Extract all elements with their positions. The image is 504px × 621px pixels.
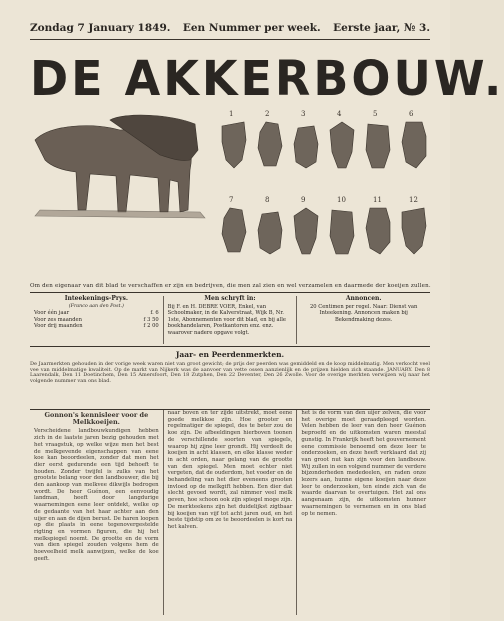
marking-label: 12 xyxy=(409,196,418,204)
marking-label: 8 xyxy=(265,196,270,204)
article-text-2: naar boven en ter zijde uitstrekt, moet eene goede melkkoe zijn. Hoe grooter en regelmatiger de spiegel, des te beter zou de koe zijn. De afbeeldingen hierboven toonen de verschillende soorten van spiegels, waarop hij zijne leer grondt. Hij verdeelt de koeijen in acht klassen, en elke klasse weder in acht orden, naar gelang van de grootte van den spiegel. Men moet echter niet vergeten, dat de ouderdom, het voeder en de behandeling van het dier eveneens grooten invloed op de melkgift hebben. Een dier dat slecht gevoed wordt, zal nimmer veel melk geven, hoe schoon ook zijn spiegel moge zijn. De merkteekens zijn het duidelijkst zigtbaar bij koeijen van vijf tot acht jaren oud, en het beste tijdstip om ze te beoordeelen is kort na het kalven. xyxy=(167,410,293,530)
issue-frequency: Een Nummer per week. xyxy=(182,22,321,34)
milk-mirror-shape xyxy=(294,208,318,254)
caption-rule xyxy=(30,292,430,293)
price-row: Voor één jaar f. 6 xyxy=(34,310,159,317)
article-column-3 xyxy=(296,410,430,615)
marking-label: 11 xyxy=(373,196,382,204)
article-column-1 xyxy=(30,410,163,615)
marking-label: 2 xyxy=(265,110,270,118)
marking-label: 7 xyxy=(229,196,234,204)
marking-label: 4 xyxy=(337,110,342,118)
subscription-heading: Inteekenings-Prys. xyxy=(64,295,128,302)
article-text-1: Verscheidene landbouwkundigen hebben zich in de laatste jaren bezig gehouden met het vraagstuk, op welke wijze men het best de melkgevende eigenschappen van eene koe kan beoordeelen, zonder dat men het dier eerst gedurende een tijd behoeft te houden. Zonder twijfel is zulks van het grootste belang voor den landbouwer, die bij den aankoop van melkvee dikwijls bedrogen wordt. De heer Guénon, een eenvoudig landman, heeft door langdurige waarnemingen eene leer ontdekt, welke op de gedaante van het haar achter aan den uijer en aan de dijen berust. De haren loopen op die plaats in eene tegenovergestelde rigting en vormen figuren, die hij het melkspiegel noemt. De grootte en de vorm van dien spiegel zouden volgens hem de hoeveelheid melk aanwijzen, welke de koe geeft. xyxy=(34,428,159,562)
where-heading: Men schryft in: xyxy=(204,295,256,302)
illustration-caption: Om den eigenaar van dit blad te verschaffen er zijn en bedrijven, die men zal zien en wel verzamelen en daarmede der koeijen zullen. xyxy=(30,283,431,289)
price-row: Voor zes maanden f 3 50 xyxy=(34,316,159,323)
marking-label: 9 xyxy=(301,196,306,204)
milk-mirror-shape xyxy=(222,208,246,252)
ads-box xyxy=(296,296,430,344)
info-columns xyxy=(30,296,430,344)
header-rule xyxy=(30,39,430,40)
info-rule xyxy=(30,346,430,347)
article-text-3: het is de vorm van den uijer zelven, die voor het overige moet geraadpleegd worden. Velen hebben de leer van den heer Guénon beproefd en de uitkomsten waren meestal gunstig. In Frankrijk heeft het gouvernement eene commissie benoemd om deze leer te onderzoeken, en deze heeft verklaard dat zij van groot nut kan zijn voor den landbouw. Wij zullen in een volgend nummer de verdere bijzonderheden mededeelen, en raden onze lezers aan, hunne eigene koeijen naar deze leer te onderzoeken, ten einde zich van de waarde daarvan te overtuigen. Het zal ons aangenaam zijn, de uitkomsten hunner waarnemingen te vernemen en in ons blad op te nemen. xyxy=(301,410,427,517)
marking-label: 10 xyxy=(337,196,346,204)
milk-mirror-shape xyxy=(402,208,426,254)
where-text: Bij F. en H. DEBRE VOER, Enkel, van Schoolmaker, in de Kalverstraat, Wijk B, Nr. 1ste, Abonnementen voor dit blad, en bij alle boekhandelaren, Postkantoren enz. enz. waarover nadere opgave volgt. xyxy=(167,303,286,336)
subscription-box xyxy=(30,296,163,344)
price-row: Voor drij maanden f 2 00 xyxy=(34,323,159,330)
issue-number: Eerste jaar, № 3. xyxy=(333,22,430,34)
cattle-drawing xyxy=(35,115,205,218)
milk-mirror-shape xyxy=(366,124,390,168)
cattle-illustration xyxy=(30,100,430,278)
marking-label: 5 xyxy=(373,110,378,118)
milk-mirror-shape xyxy=(330,210,354,254)
issue-date: Zondag 7 January 1849. xyxy=(30,22,171,34)
section-title: Jaar- en Peerdenmerkten. xyxy=(175,350,285,359)
milk-mirror-shape xyxy=(258,212,282,254)
article-column-2 xyxy=(163,410,297,615)
ads-text: 20 Centimen per regel. Naar: Dienst van Inteekening. Annoncen maken bij Bekendmaking dezes. xyxy=(309,303,418,323)
article-columns xyxy=(30,410,430,615)
where-box xyxy=(163,296,297,344)
marking-label: 1 xyxy=(229,110,234,118)
milk-mirror-shape xyxy=(402,122,426,168)
milk-mirror-shape xyxy=(222,122,246,168)
ads-heading: Annoncen. xyxy=(345,295,382,302)
milk-mirror-markings xyxy=(222,110,426,254)
milk-mirror-shape xyxy=(294,126,318,168)
subscription-subheading: (Franco aan den Post.) xyxy=(68,303,124,309)
masthead-title: DE AKKERBOUW. xyxy=(30,49,504,107)
markets-paragraph: De Jaarmerkten gehouden in der vorige week waren niet van groot gewicht; de prijs der peerden was gemiddeld en de koop middelmatig. Men verkocht veel vee van middelmatige kwaliteit. Op de markt van Nijkerk was de aanvoer van vette ossen aanzienlijk en de prijzen hielden zich staande. JANUARY. Den 8 Laarendalk, Den 11 Doetinchem, Den 15 Amersfoort, Den 18 Zutphen, Den 22 Deventer, Den 26 Zwolle. Voor de overige merkten verwijzen wij naar het volgende nummer van ons blad. xyxy=(30,361,430,385)
milk-mirror-shape xyxy=(366,208,390,254)
marking-label: 3 xyxy=(301,110,306,118)
issue-line xyxy=(30,22,430,36)
marking-label: 6 xyxy=(409,110,414,118)
milk-mirror-shape xyxy=(330,122,354,168)
milk-mirror-shape xyxy=(258,122,282,166)
article-title: Gonnon's kennisleer voor de Melkkoeijen. xyxy=(44,411,149,426)
